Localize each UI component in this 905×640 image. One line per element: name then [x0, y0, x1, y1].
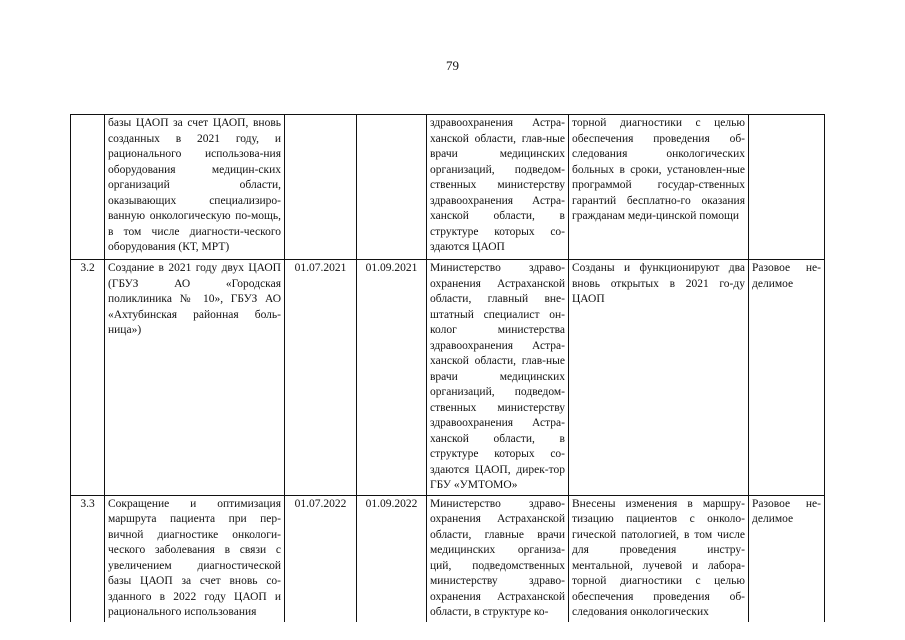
table-row — [71, 115, 825, 260]
end-date-cell: 01.09.2022 — [357, 495, 427, 622]
measures-table — [70, 114, 825, 622]
responsible-cell: Министерство здраво-охранения Астраханской области, главные врачи медицинских организа-ций, подведомственных министерству здраво-охранения Астраханской области, в структуре ко- — [427, 495, 569, 622]
table-row — [71, 260, 825, 496]
type-cell: Разовое не-делимое — [749, 495, 825, 622]
event-cell: Создание в 2021 году двух ЦАОП (ГБУЗ АО «Городская поликлиника № 10», ГБУЗ АО «Ахтубинская районная боль-ница») — [105, 260, 285, 496]
event-cell: базы ЦАОП за счет ЦАОП, вновь созданных в 2021 году, и рационального использова-ния оборудования медицин-ских организаций области, оказывающих специализиро-ванную онкологическую по-мощь, в том числе диагности-ческого оборудования (КТ, МРТ) — [105, 115, 285, 260]
start-date-cell — [285, 115, 357, 260]
row-number: 3.2 — [71, 260, 105, 496]
page-number: 79 — [446, 58, 459, 73]
type-cell: Разовое не-делимое — [749, 260, 825, 496]
type-cell — [749, 115, 825, 260]
result-cell: Внесены изменения в маршру-тизацию пациентов с онколо-гической патологией, в том числе для проведения инстру-ментальной, лучевой и лабора-торной диагностики с целью обеспечения проведения об-следования онкологических — [569, 495, 749, 622]
row-number — [71, 115, 105, 260]
start-date-cell: 01.07.2022 — [285, 495, 357, 622]
row-number: 3.3 — [71, 495, 105, 622]
table-row — [71, 495, 825, 622]
start-date-cell: 01.07.2021 — [285, 260, 357, 496]
end-date-cell: 01.09.2021 — [357, 260, 427, 496]
end-date-cell — [357, 115, 427, 260]
responsible-cell: здравоохранения Астра-ханской области, глав-ные врачи медицинских организаций, подведом-ственных министерству здравоохранения Астра-ханской области, в структуре которых со-здаются ЦАОП — [427, 115, 569, 260]
responsible-cell: Министерство здраво-охранения Астраханской области, главный вне-штатный специалист он-колог министерства здравоохранения Астра-ханской области, глав-ные врачи медицинских организаций, подведом-ственных министерству здравоохранения Астра-ханской области, в структуре которых со-здаются ЦАОП, дирек-тор ГБУ «УМТОМО» — [427, 260, 569, 496]
result-cell: Созданы и функционируют два вновь открытых в 2021 го-ду ЦАОП — [569, 260, 749, 496]
result-cell: торной диагностики с целью обеспечения проведения об-следования онкологических больных в сроки, установлен-ные программой государ-ственных гарантий бесплатно-го оказания гражданам меди-цинской помощи — [569, 115, 749, 260]
event-cell: Сокращение и оптимизация маршрута пациента при пер-вичной диагностике онкологи-ческого заболевания в связи с увеличением диагностической базы ЦАОП за счет вновь со-зданного в 2022 году ЦАОП и рационального использования — [105, 495, 285, 622]
